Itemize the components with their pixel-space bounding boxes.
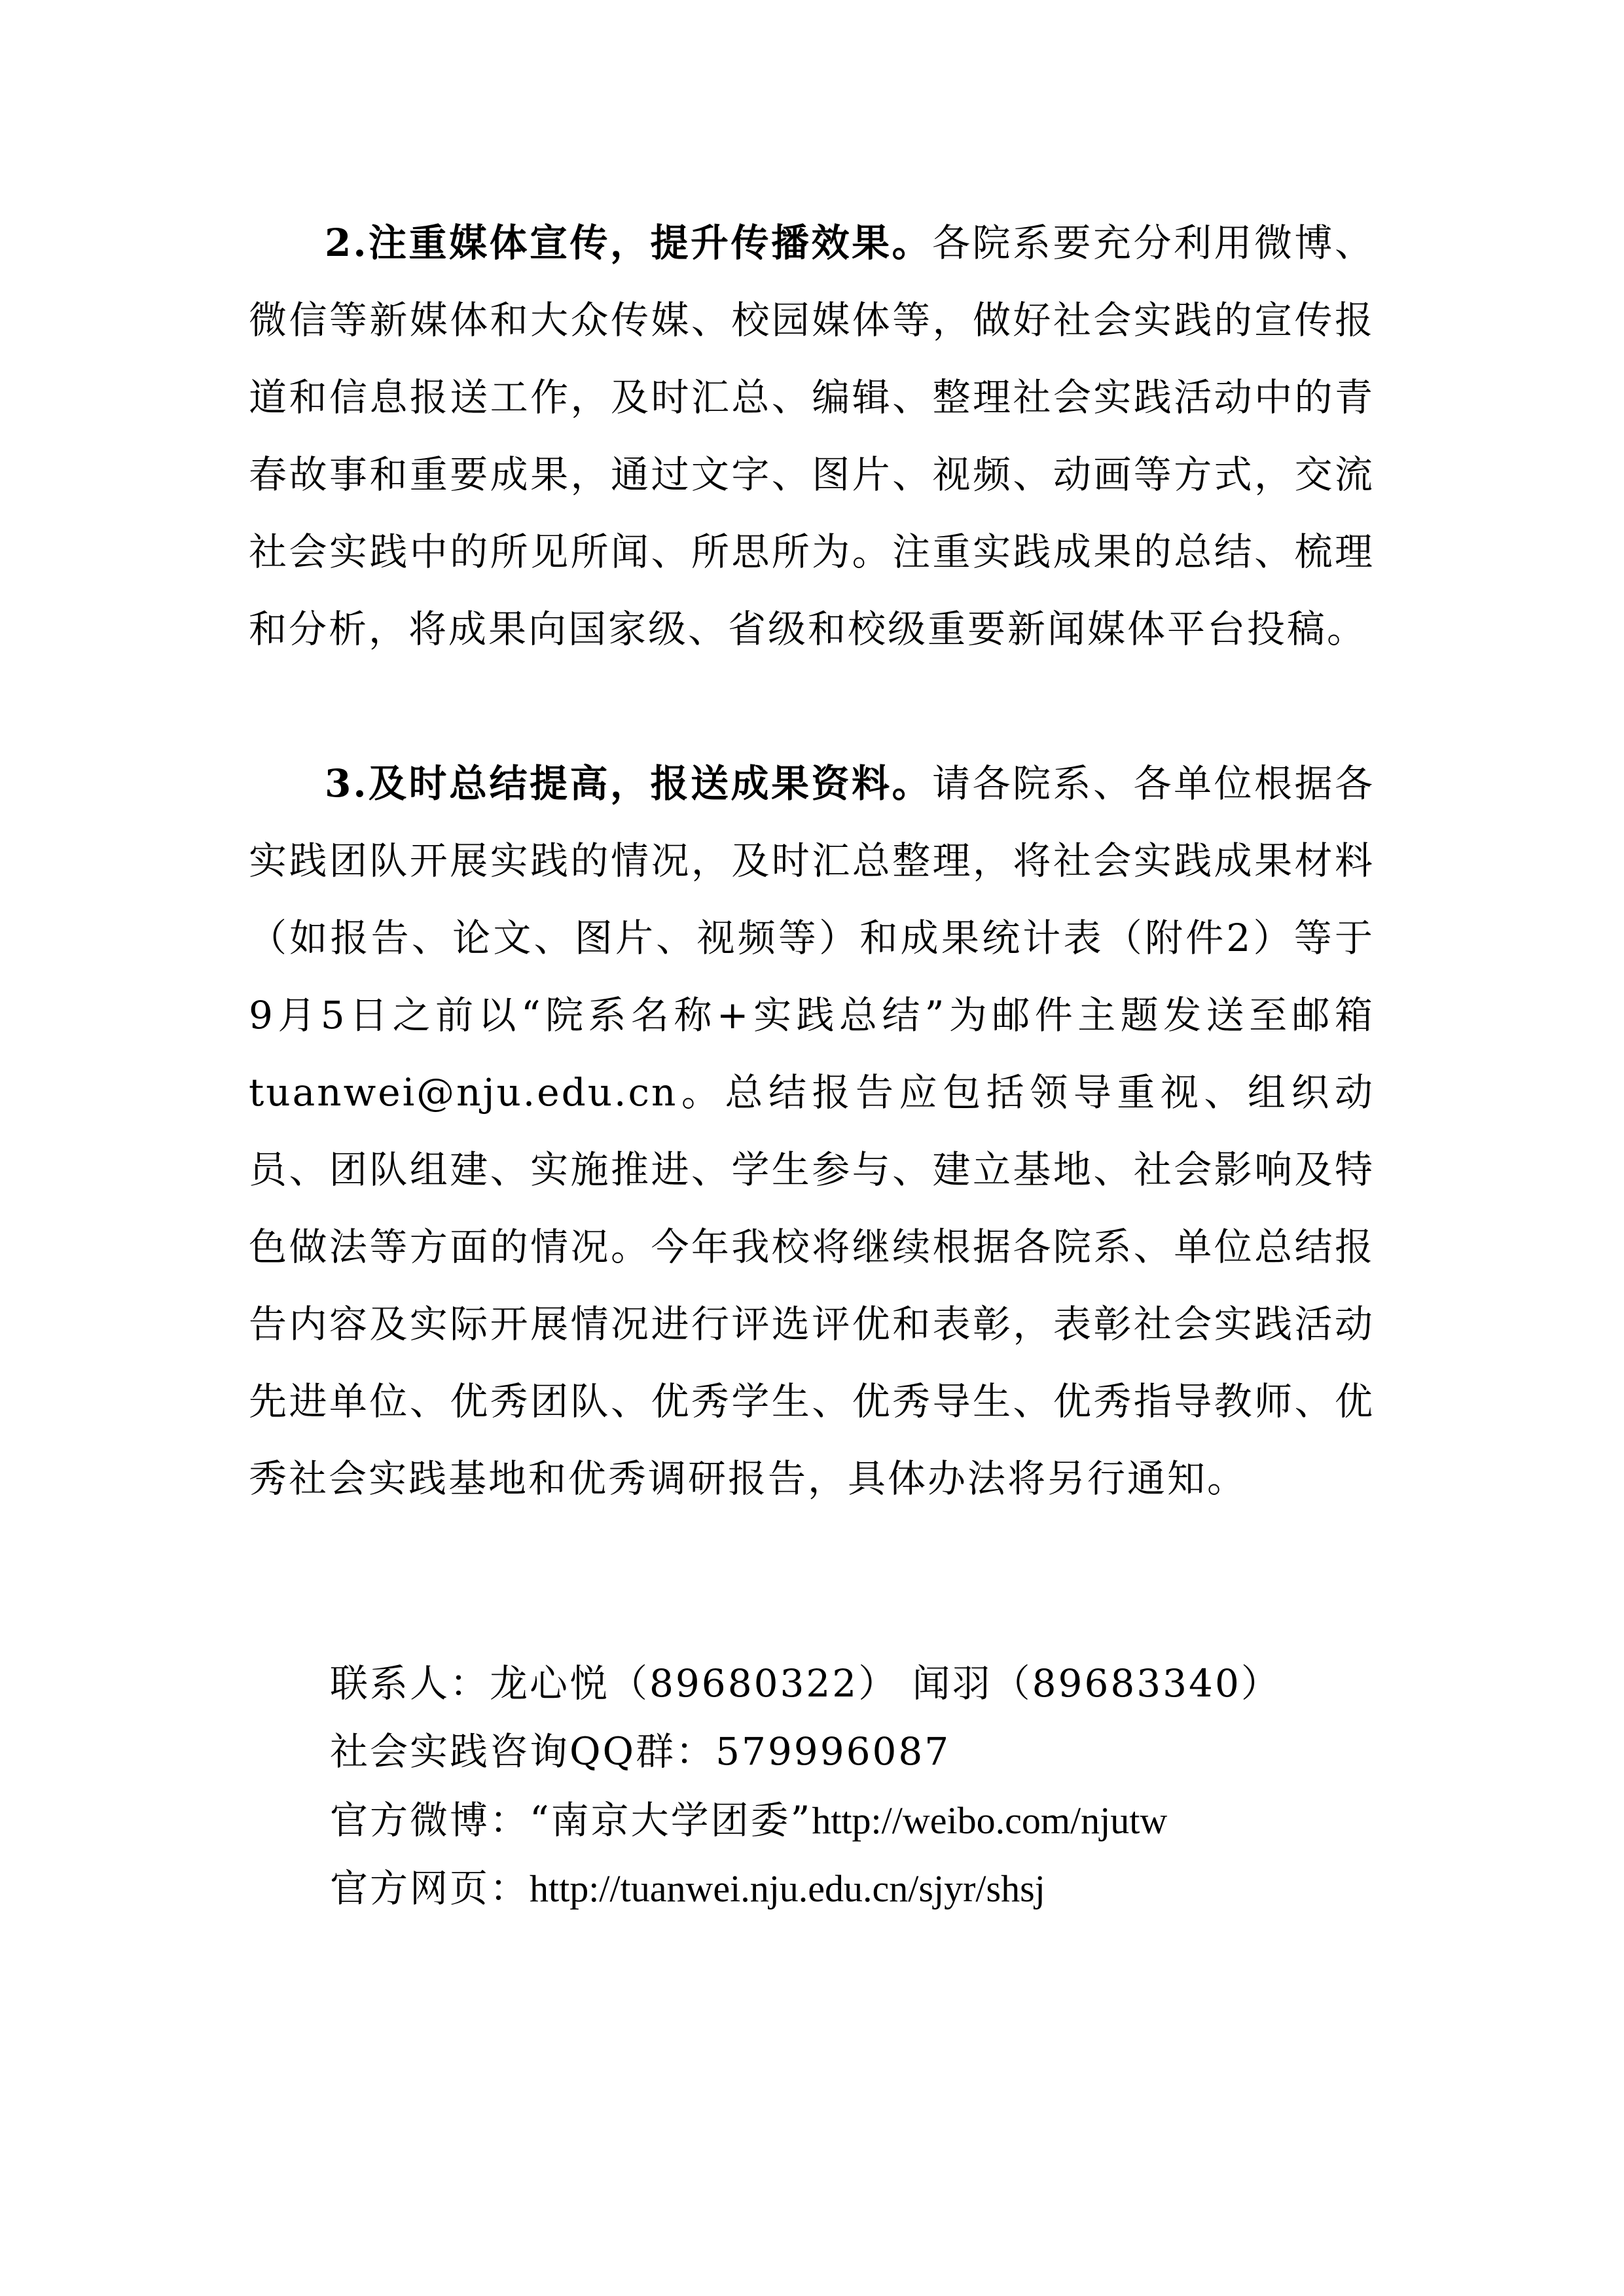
paragraph-heading: 3.及时总结提高，报送成果资料。 [325, 761, 933, 806]
contact-people [330, 1651, 1377, 1716]
paragraph-body: 请各院系、各单位根据各实践团队开展实践的情况，及时汇总整理，将社会实践成果材料（如报告、论文、图片、视频等）和成果统计表（附件2）等于9月5日之前以“院系名称+实践总结”为邮件主题发送至邮箱 tuanwei@nju.edu.cn。总结报告应包括领导重视、组织动员、团队组建、实施推进、学生参与、建立基地、社会影响及特色做法等方面的情况。今年我校将继续根据各院系、单位总结报告内容及实际开展情况进行评选评优和表彰，表彰社会实践活动先进单位、优秀团队、优秀学生、优秀导生、优秀指导教师、优秀社会实践基地和优秀调研报告，具体办法将另行通知。 [249, 761, 1375, 1501]
contact-people-text: 联系人：龙心悦（89680322） 闻羽（89683340） [330, 1661, 1281, 1706]
paragraph-summary-report [249, 745, 1375, 1517]
contact-weibo [330, 1787, 1377, 1854]
website-link[interactable]: http://tuanwei.nju.edu.cn/sjyr/shsj [530, 1867, 1045, 1910]
paragraph-media-publicity [249, 204, 1375, 668]
website-label: 官方网页： [330, 1866, 530, 1910]
contact-website [330, 1856, 1377, 1922]
qq-group-text: 社会实践咨询QQ群：579996087 [330, 1729, 951, 1774]
paragraph-body: 各院系要充分利用微博、微信等新媒体和大众传媒、校园媒体等，做好社会实践的宣传报道和信息报送工作，及时汇总、编辑、整理社会实践活动中的青春故事和重要成果，通过文字、图片、视频、动画等方式，交流社会实践中的所见所闻、所思所为。注重实践成果的总结、梳理和分析，将成果向国家级、省级和校级重要新闻媒体平台投稿。 [249, 221, 1375, 651]
weibo-label: 官方微博：“南京大学团委” [330, 1798, 812, 1842]
weibo-link[interactable]: http://weibo.com/njutw [812, 1799, 1168, 1842]
paragraph-heading: 2.注重媒体宣传，提升传播效果。 [325, 221, 933, 265]
contact-qq-group [330, 1719, 1377, 1784]
